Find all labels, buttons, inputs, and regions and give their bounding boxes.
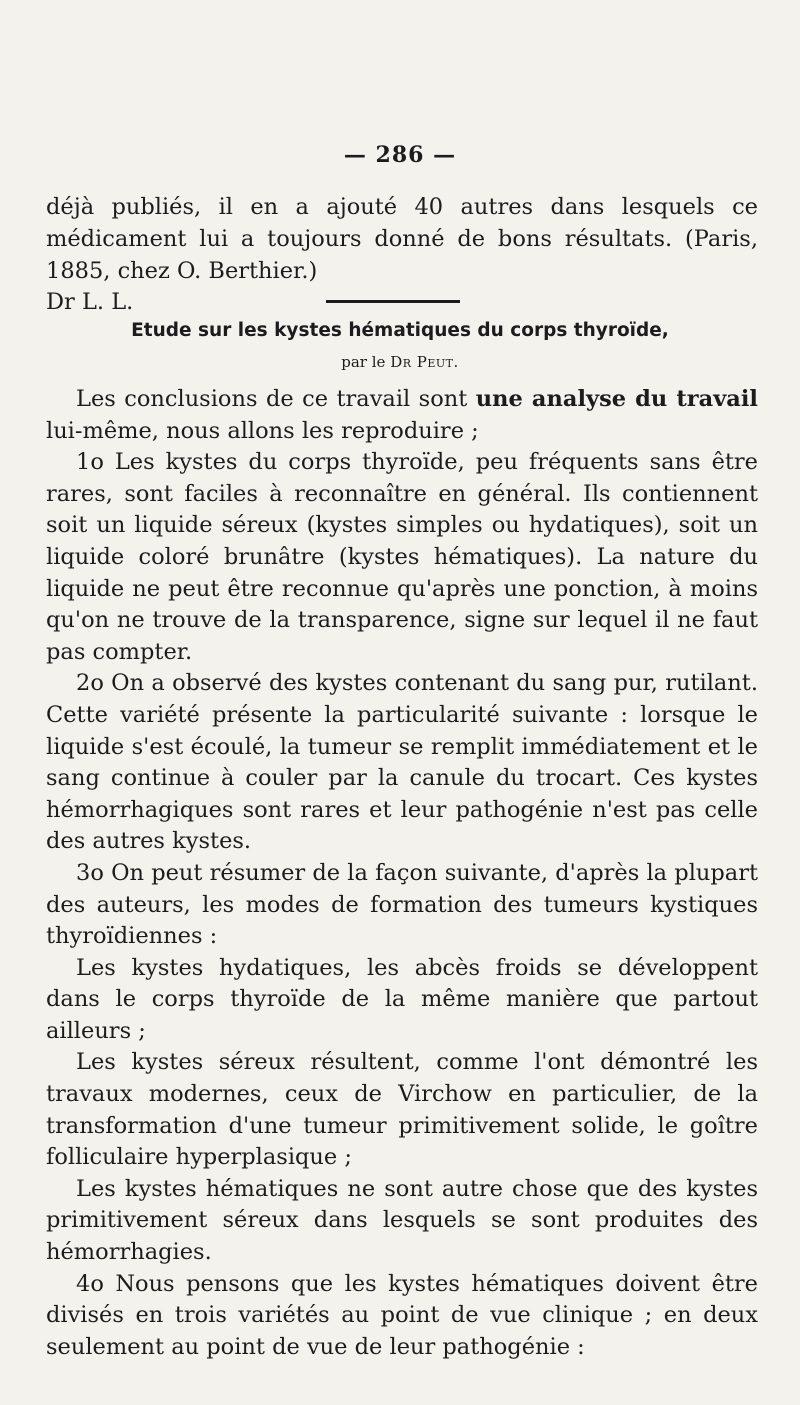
paragraph-6: Les kystes hématiques ne sont autre chose que des kystes primitivement séreux dans lesquels se sont produites des hémorrhagies. bbox=[46, 1175, 758, 1266]
paragraph-4: Les kystes hydatiques, les abcès froids se développent dans le corps thyroïde de la même manière que partout ailleurs ; bbox=[46, 954, 758, 1044]
byline-author: Dr Peut. bbox=[390, 353, 459, 371]
article-body bbox=[46, 384, 758, 1363]
signature: Dr L. L. bbox=[46, 289, 134, 316]
opening-paragraph bbox=[46, 384, 758, 447]
paragraph-5: Les kystes séreux résultent, comme l'ont démontré les travaux modernes, ceux de Virchow en particulier, de la transformation d'une tumeur primitivement solide, le goître folliculaire hyperplasique ; bbox=[46, 1049, 758, 1171]
page-number: — 286 — bbox=[343, 142, 457, 168]
paragraph-3: 3o On peut résumer de la façon suivante, d'après la plupart des auteurs, les modes de formation des tumeurs kystiques thyroïdiennes : bbox=[46, 859, 758, 950]
intro-text: déjà publiés, il en a ajouté 40 autres dans lesquels ce médicament lui a toujours donné de bons résultats. (Paris, 1885, chez O. Berthier.) bbox=[46, 194, 758, 284]
paragraph-2: 2o On a observé des kystes contenant du sang pur, rutilant. Cette variété présente la particularité suivante : lorsque le liquide s'est écoulé, la tumeur se remplit immédiatement et le sang continue à couler par la canule du trocart. Ces kystes hémorrhagiques sont rares et leur pathogénie n'est pas celle des autres kystes. bbox=[46, 670, 758, 855]
opening-lead: Les conclusions de ce travail sont bbox=[76, 386, 468, 412]
section-divider bbox=[326, 300, 460, 303]
article-title: Etude sur les kystes hématiques du corps thyroïde, bbox=[131, 320, 669, 341]
opening-emphasis: une analyse du travail bbox=[475, 386, 758, 412]
paragraph-7: 4o Nous pensons que les kystes hématiques doivent être divisés en trois variétés au point de vue clinique ; en deux seulement au point de vue de leur pathogénie : bbox=[46, 1270, 758, 1360]
article-byline bbox=[0, 353, 800, 371]
byline-prefix: par le bbox=[341, 353, 386, 371]
paragraph-1: 1o Les kystes du corps thyroïde, peu fréquents sans être rares, sont faciles à reconnaître en général. Ils contiennent soit un liquide séreux (kystes simples ou hydatiques), soit un liquide coloré brunâtre (kystes hématiques). La nature du liquide ne peut être reconnue qu'après une ponction, à moins qu'on ne trouve de la transparence, signe sur lequel il ne faut pas compter. bbox=[46, 449, 758, 665]
opening-rest: lui-même, nous allons les reproduire ; bbox=[46, 417, 479, 444]
